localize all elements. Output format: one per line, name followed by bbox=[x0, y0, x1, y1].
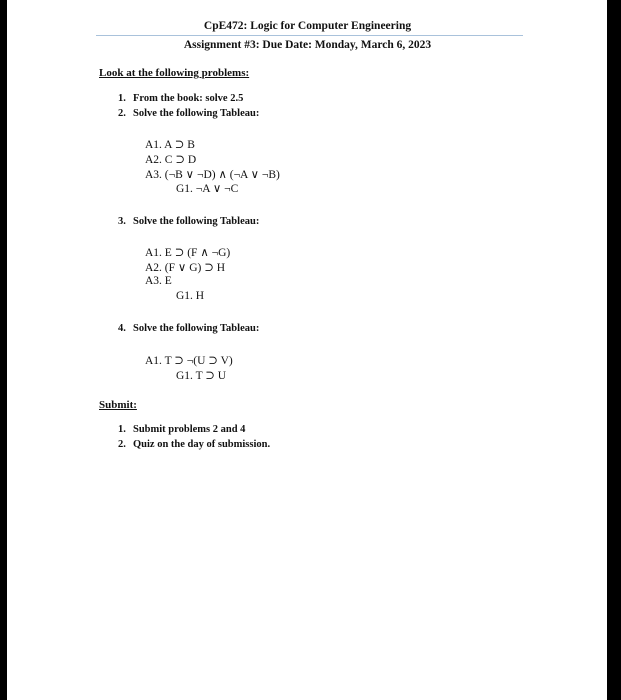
document-page bbox=[7, 0, 607, 700]
right-edge bbox=[607, 0, 621, 700]
problem-number: 2. bbox=[118, 108, 126, 119]
left-edge bbox=[0, 0, 7, 700]
submit-text: Submit problems 2 and 4 bbox=[133, 424, 246, 435]
tableau2-a1: A1. E ⊃ (F ∧ ¬G) bbox=[145, 247, 231, 259]
tableau1-a1: A1. A ⊃ B bbox=[145, 139, 195, 151]
problem-number: 3. bbox=[118, 216, 126, 227]
problem-number: 1. bbox=[118, 93, 126, 104]
tableau3-a1: A1. T ⊃ ¬(U ⊃ V) bbox=[145, 355, 233, 367]
problem-text: Solve the following Tableau: bbox=[133, 216, 260, 227]
submit-text: Quiz on the day of submission. bbox=[133, 439, 271, 450]
submit-heading: Submit: bbox=[99, 399, 137, 411]
document-title: CpE472: Logic for Computer Engineering bbox=[203, 20, 412, 32]
submit-number: 2. bbox=[118, 439, 126, 450]
problems-heading: Look at the following problems: bbox=[99, 67, 250, 79]
tableau1-a3: A3. (¬B ∨ ¬D) ∧ (¬A ∨ ¬B) bbox=[145, 169, 280, 181]
problem-text: From the book: solve 2.5 bbox=[133, 93, 244, 104]
problem-number: 4. bbox=[118, 323, 126, 334]
tableau3-g1: G1. T ⊃ U bbox=[176, 370, 227, 382]
problem-text: Solve the following Tableau: bbox=[133, 323, 260, 334]
problem-text: Solve the following Tableau: bbox=[133, 108, 260, 119]
tableau2-a2: A2. (F ∨ G) ⊃ H bbox=[145, 262, 226, 274]
assignment-subtitle: Assignment #3: Due Date: Monday, March 6, 2023 bbox=[183, 39, 432, 51]
tableau2-a3: A3. E bbox=[145, 275, 172, 287]
tableau2-g1: G1. H bbox=[176, 290, 205, 302]
header-rule bbox=[96, 35, 523, 36]
tableau1-g1: G1. ¬A ∨ ¬C bbox=[176, 183, 239, 195]
submit-number: 1. bbox=[118, 424, 126, 435]
tableau1-a2: A2. C ⊃ D bbox=[145, 154, 197, 166]
